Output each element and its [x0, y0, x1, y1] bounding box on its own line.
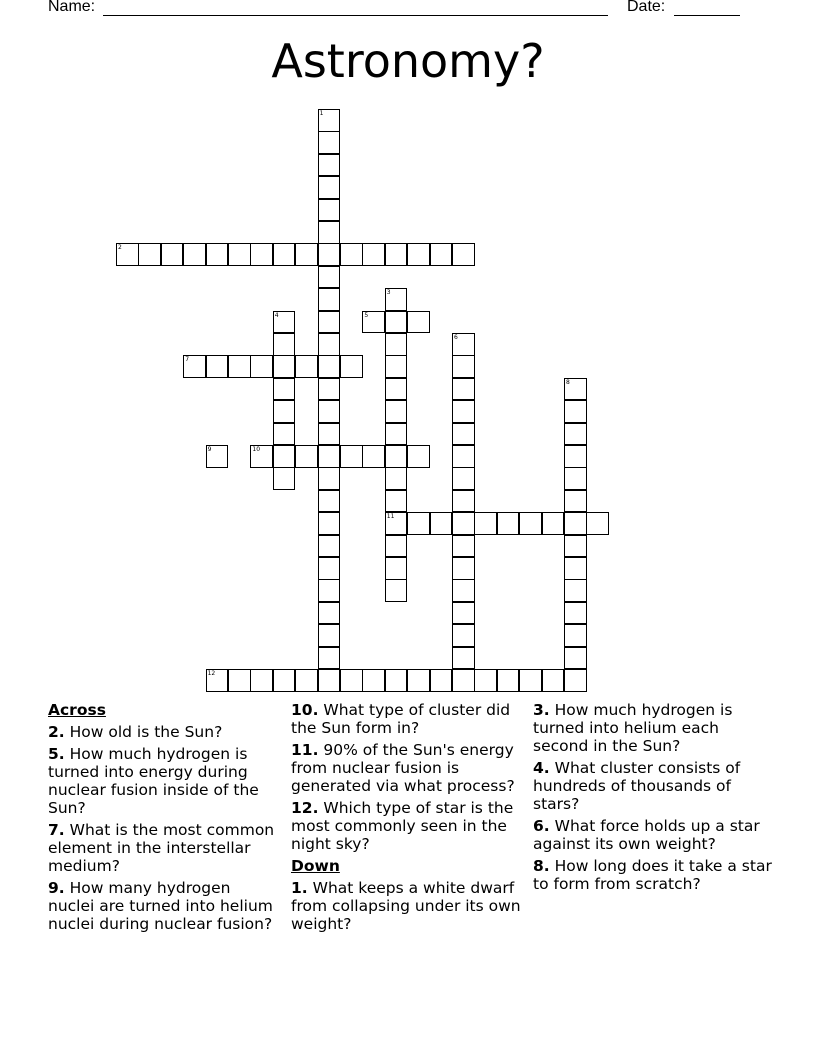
grid-cell[interactable] — [564, 378, 587, 401]
cell-number: 10 — [252, 446, 261, 453]
grid-cell[interactable] — [452, 423, 475, 446]
clue-number: 3. — [533, 701, 550, 719]
grid-cell[interactable] — [407, 243, 430, 266]
grid-cell[interactable] — [452, 512, 475, 535]
clue-text: What keeps a white dwarf from collapsing under its own weight? — [291, 879, 521, 933]
grid-cell[interactable] — [385, 288, 408, 311]
grid-cell[interactable] — [318, 445, 341, 468]
grid-cell[interactable] — [385, 579, 408, 602]
grid-cell[interactable] — [295, 355, 318, 378]
grid-cell[interactable] — [295, 669, 318, 692]
grid-cell[interactable] — [318, 647, 341, 670]
grid-cell[interactable] — [385, 423, 408, 446]
grid-cell[interactable] — [452, 535, 475, 558]
clue-text: How much hydrogen is turned into energy during nuclear fusion inside of the Sun? — [48, 745, 259, 817]
grid-cell[interactable] — [430, 512, 453, 535]
grid-cell[interactable] — [564, 400, 587, 423]
grid-cell[interactable] — [362, 669, 385, 692]
clue-number: 5. — [48, 745, 65, 763]
cell-number: 5 — [364, 311, 369, 319]
grid-cell[interactable] — [452, 647, 475, 670]
clue-text: How many hydrogen nuclei are turned into helium nuclei during nuclear fusion? — [48, 879, 273, 933]
grid-cell[interactable] — [228, 243, 251, 266]
grid-cell[interactable] — [206, 445, 229, 468]
grid-cell[interactable] — [273, 423, 296, 446]
clues-column-2 — [291, 701, 526, 937]
clue-number: 8. — [533, 857, 550, 875]
clue-text: What type of cluster did the Sun form in? — [291, 701, 511, 737]
clue-across-10 — [291, 701, 526, 737]
clue-down-3 — [533, 701, 773, 755]
name-label: Name: — [48, 0, 96, 15]
grid-cell[interactable] — [318, 467, 341, 490]
grid-cell[interactable] — [385, 669, 408, 692]
grid-cell[interactable] — [385, 445, 408, 468]
page-title: Astronomy? — [271, 34, 545, 88]
grid-cell[interactable] — [228, 355, 251, 378]
grid-cell[interactable] — [250, 243, 273, 266]
grid-cell[interactable] — [452, 445, 475, 468]
grid-cell[interactable] — [273, 400, 296, 423]
grid-cell[interactable] — [273, 467, 296, 490]
grid-cell[interactable] — [318, 131, 341, 154]
grid-cell[interactable] — [183, 355, 206, 378]
grid-cell[interactable] — [362, 243, 385, 266]
grid-cell[interactable] — [340, 445, 363, 468]
clue-text: How long does it take a star to form from scratch? — [533, 857, 772, 893]
grid-cell[interactable] — [407, 445, 430, 468]
grid-cell[interactable] — [116, 243, 139, 266]
grid-cell[interactable] — [430, 669, 453, 692]
grid-cell[interactable] — [385, 333, 408, 356]
grid-cell[interactable] — [452, 579, 475, 602]
clue-number: 11. — [291, 741, 319, 759]
clue-across-7 — [48, 821, 280, 875]
grid-cell[interactable] — [206, 243, 229, 266]
grid-cell[interactable] — [564, 579, 587, 602]
grid-cell[interactable] — [318, 109, 341, 132]
grid-cell[interactable] — [385, 355, 408, 378]
grid-cell[interactable] — [385, 490, 408, 513]
grid-cell[interactable] — [318, 154, 341, 177]
grid-cell[interactable] — [474, 512, 497, 535]
cell-number: 8 — [566, 378, 570, 386]
grid-cell[interactable] — [564, 512, 587, 535]
grid-cell[interactable] — [273, 355, 296, 378]
clue-text: What is the most common element in the interstellar medium? — [48, 821, 275, 875]
grid-cell[interactable] — [452, 378, 475, 401]
grid-cell[interactable] — [564, 624, 587, 647]
grid-cell[interactable] — [385, 400, 408, 423]
clues-column-3 — [533, 701, 773, 897]
grid-cell[interactable] — [318, 423, 341, 446]
grid-cell[interactable] — [564, 557, 587, 580]
grid-cell[interactable] — [250, 445, 273, 468]
grid-cell[interactable] — [519, 669, 542, 692]
grid-cell[interactable] — [564, 445, 587, 468]
grid-cell[interactable] — [362, 311, 385, 334]
grid-cell[interactable] — [318, 333, 341, 356]
clue-down-8 — [533, 857, 773, 893]
cell-number: 1 — [319, 110, 324, 117]
grid-cell[interactable] — [161, 243, 184, 266]
grid-cell[interactable] — [318, 243, 341, 266]
grid-cell[interactable] — [519, 512, 542, 535]
grid-cell[interactable] — [318, 311, 341, 334]
cell-number: 6 — [454, 334, 458, 341]
grid-cell[interactable] — [430, 243, 453, 266]
clue-number: 10. — [291, 701, 319, 719]
grid-cell[interactable] — [407, 669, 430, 692]
grid-cell[interactable] — [250, 669, 273, 692]
grid-cell[interactable] — [385, 378, 408, 401]
grid-cell[interactable] — [340, 243, 363, 266]
down-heading: Down — [291, 857, 340, 875]
grid-cell[interactable] — [452, 467, 475, 490]
grid-cell[interactable] — [318, 602, 341, 625]
grid-cell[interactable] — [273, 333, 296, 356]
grid-cell[interactable] — [318, 176, 341, 199]
grid-cell[interactable] — [385, 467, 408, 490]
grid-cell[interactable] — [295, 243, 318, 266]
grid-cell[interactable] — [452, 602, 475, 625]
grid-cell[interactable] — [407, 512, 430, 535]
grid-cell[interactable] — [318, 557, 341, 580]
clue-number: 2. — [48, 723, 65, 741]
clue-across-12 — [291, 799, 526, 853]
grid-cell[interactable] — [564, 423, 587, 446]
grid-cell[interactable] — [452, 490, 475, 513]
cell-number: 4 — [274, 311, 279, 319]
grid-cell[interactable] — [542, 669, 565, 692]
cell-number: 12 — [207, 670, 216, 677]
cell-number: 9 — [207, 446, 212, 453]
clue-number: 7. — [48, 821, 65, 839]
clue-text: How old is the Sun? — [69, 723, 223, 741]
clue-down-6 — [533, 817, 773, 853]
clue-text: How much hydrogen is turned into helium each second in the Sun? — [533, 701, 733, 755]
grid-cell[interactable] — [407, 311, 430, 334]
cell-number: 2 — [118, 244, 122, 252]
clue-text: What cluster consists of hundreds of thousands of stars? — [533, 759, 741, 813]
across-heading: Across — [48, 701, 106, 719]
grid-cell[interactable] — [385, 512, 408, 535]
grid-cell[interactable] — [385, 311, 408, 334]
clue-across-2 — [48, 723, 280, 741]
cell-number: 3 — [386, 289, 391, 297]
grid-cell[interactable] — [564, 669, 587, 692]
grid-cell[interactable] — [542, 512, 565, 535]
cell-number: 7 — [185, 356, 190, 364]
grid-cell[interactable] — [318, 579, 341, 602]
grid-cell[interactable] — [273, 445, 296, 468]
grid-cell[interactable] — [318, 378, 341, 401]
grid-cell[interactable] — [318, 512, 341, 535]
clues-column-1 — [48, 701, 280, 937]
clue-across-11 — [291, 741, 526, 795]
clue-down-1 — [291, 879, 526, 933]
grid-cell[interactable] — [452, 669, 475, 692]
grid-cell[interactable] — [318, 400, 341, 423]
grid-cell[interactable] — [452, 400, 475, 423]
grid-cell[interactable] — [318, 221, 341, 244]
grid-cell[interactable] — [206, 669, 229, 692]
clue-number: 9. — [48, 879, 65, 897]
grid-cell[interactable] — [385, 243, 408, 266]
cell-number: 11 — [386, 513, 395, 521]
clue-across-5 — [48, 745, 280, 817]
clue-down-4 — [533, 759, 773, 813]
grid-cell[interactable] — [452, 355, 475, 378]
grid-cell[interactable] — [586, 512, 609, 535]
grid-cell[interactable] — [138, 243, 161, 266]
grid-cell[interactable] — [452, 624, 475, 647]
grid-cell[interactable] — [318, 535, 341, 558]
grid-cell[interactable] — [385, 535, 408, 558]
grid-cell[interactable] — [318, 266, 341, 289]
grid-cell[interactable] — [564, 602, 587, 625]
grid-cell[interactable] — [183, 243, 206, 266]
grid-cell[interactable] — [318, 669, 341, 692]
grid-cell[interactable] — [497, 669, 520, 692]
grid-cell[interactable] — [362, 445, 385, 468]
grid-cell[interactable] — [273, 311, 296, 334]
grid-cell[interactable] — [318, 199, 341, 222]
grid-cell[interactable] — [318, 288, 341, 311]
clue-text: Which type of star is the most commonly seen in the night sky? — [291, 799, 514, 853]
clue-number: 12. — [291, 799, 319, 817]
grid-cell[interactable] — [318, 624, 341, 647]
grid-cell[interactable] — [564, 647, 587, 670]
date-label: Date: — [627, 0, 666, 15]
clue-text: What force holds up a star against its own weight? — [533, 817, 760, 853]
grid-cell[interactable] — [206, 355, 229, 378]
grid-cell[interactable] — [295, 445, 318, 468]
grid-cell[interactable] — [273, 378, 296, 401]
clue-number: 4. — [533, 759, 550, 777]
clue-number: 6. — [533, 817, 550, 835]
clue-number: 1. — [291, 879, 308, 897]
grid-cell[interactable] — [318, 355, 341, 378]
clue-text: 90% of the Sun's energy from nuclear fusion is generated via what process? — [291, 741, 515, 795]
grid-cell[interactable] — [340, 669, 363, 692]
grid-cell[interactable] — [452, 557, 475, 580]
grid-cell[interactable] — [228, 669, 251, 692]
grid-cell[interactable] — [452, 333, 475, 356]
grid-cell[interactable] — [318, 490, 341, 513]
grid-cell[interactable] — [250, 355, 273, 378]
grid-cell[interactable] — [340, 355, 363, 378]
grid-cell[interactable] — [474, 669, 497, 692]
grid-cell[interactable] — [273, 243, 296, 266]
grid-cell[interactable] — [385, 557, 408, 580]
grid-cell[interactable] — [564, 535, 587, 558]
grid-cell[interactable] — [497, 512, 520, 535]
clue-across-9 — [48, 879, 280, 933]
grid-cell[interactable] — [564, 467, 587, 490]
grid-cell[interactable] — [273, 669, 296, 692]
grid-cell[interactable] — [564, 490, 587, 513]
grid-cell[interactable] — [452, 243, 475, 266]
